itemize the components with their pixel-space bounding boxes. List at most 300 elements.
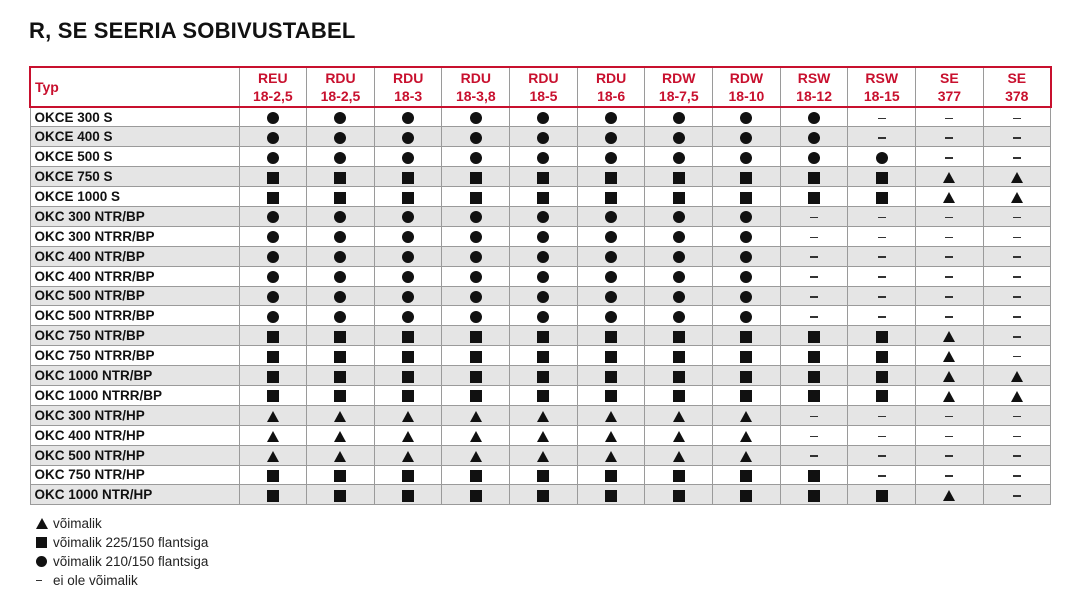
compat-cell (713, 346, 781, 366)
compat-cell (374, 107, 442, 127)
square-icon (267, 390, 279, 402)
compat-cell (374, 326, 442, 346)
type-cell: OKC 750 NTRR/BP (30, 346, 239, 366)
circle-icon (470, 311, 482, 323)
square-icon (267, 351, 279, 363)
compat-cell (374, 167, 442, 187)
dash-icon (1013, 137, 1021, 139)
compat-cell (645, 167, 713, 187)
type-cell: OKC 300 NTR/BP (30, 206, 239, 226)
circle-icon (537, 231, 549, 243)
compat-cell (848, 445, 916, 465)
dash-icon (945, 475, 953, 477)
square-icon (740, 172, 752, 184)
circle-icon (402, 132, 414, 144)
compat-cell (916, 187, 984, 207)
compat-cell (307, 246, 375, 266)
triangle-icon (673, 411, 685, 422)
dash-icon (1013, 336, 1021, 338)
model-size: 18-10 (728, 88, 765, 104)
compat-cell (983, 286, 1051, 306)
compat-cell (374, 266, 442, 286)
type-cell: OKC 500 NTRR/BP (30, 306, 239, 326)
triangle-icon (740, 431, 752, 442)
compat-cell (307, 485, 375, 505)
square-icon (334, 390, 346, 402)
table-row (30, 187, 1051, 207)
compat-cell (442, 485, 510, 505)
square-icon (537, 390, 549, 402)
table-row (30, 385, 1051, 405)
compat-cell (307, 206, 375, 226)
compat-cell (983, 187, 1051, 207)
triangle-icon (943, 391, 955, 402)
square-icon (673, 331, 685, 343)
dash-icon (878, 316, 886, 318)
legend-label: ei ole võimalik (53, 573, 138, 588)
compat-cell (442, 385, 510, 405)
circle-icon (334, 152, 346, 164)
dash-icon (1013, 296, 1021, 298)
triangle-icon (740, 411, 752, 422)
circle-icon (605, 231, 617, 243)
compat-cell (645, 266, 713, 286)
triangle-icon (943, 192, 955, 203)
circle-icon (470, 251, 482, 263)
compat-cell (374, 485, 442, 505)
compat-cell (645, 306, 713, 326)
square-icon (605, 390, 617, 402)
compat-cell (780, 405, 848, 425)
compat-cell (577, 425, 645, 445)
dash-icon (810, 256, 818, 258)
compat-cell (645, 425, 713, 445)
square-icon (267, 172, 279, 184)
square-icon (673, 371, 685, 383)
legend-symbol (29, 556, 53, 567)
circle-icon (673, 211, 685, 223)
square-icon (334, 351, 346, 363)
compat-cell (645, 246, 713, 266)
triangle-icon (605, 411, 617, 422)
model-column-header (577, 67, 645, 107)
square-icon (673, 390, 685, 402)
dash-icon (945, 118, 953, 120)
compat-cell (916, 405, 984, 425)
circle-icon (537, 132, 549, 144)
square-icon (470, 351, 482, 363)
square-icon (537, 490, 549, 502)
circle-icon (402, 112, 414, 124)
square-icon (334, 490, 346, 502)
square-icon (876, 331, 888, 343)
square-icon (470, 470, 482, 482)
compat-cell (713, 366, 781, 386)
model-series: SE (1007, 70, 1027, 86)
compat-cell (983, 167, 1051, 187)
square-icon (470, 371, 482, 383)
circle-icon (808, 152, 820, 164)
type-column-header: Typ (30, 67, 239, 107)
compat-cell (307, 346, 375, 366)
compat-cell (713, 445, 781, 465)
compat-cell (510, 226, 578, 246)
circle-icon (267, 132, 279, 144)
compat-cell (307, 167, 375, 187)
compat-cell (780, 246, 848, 266)
dash-icon (1013, 436, 1021, 438)
circle-icon (740, 132, 752, 144)
compat-cell (916, 385, 984, 405)
compat-cell (780, 107, 848, 127)
table-row (30, 167, 1051, 187)
square-icon (673, 470, 685, 482)
compat-cell (577, 385, 645, 405)
model-column-header (307, 67, 375, 107)
circle-icon (605, 132, 617, 144)
table-body (30, 107, 1051, 505)
compat-cell (645, 385, 713, 405)
compat-cell (780, 306, 848, 326)
table-row (30, 346, 1051, 366)
compat-cell (780, 385, 848, 405)
compat-cell (307, 127, 375, 147)
legend (29, 514, 208, 590)
compat-cell (916, 246, 984, 266)
square-icon (470, 172, 482, 184)
type-cell: OKC 500 NTR/BP (30, 286, 239, 306)
compat-cell (848, 167, 916, 187)
circle-icon (808, 112, 820, 124)
compat-cell (780, 127, 848, 147)
square-icon (537, 192, 549, 204)
compat-cell (510, 385, 578, 405)
legend-item (29, 571, 208, 590)
dash-icon (810, 276, 818, 278)
compat-cell (848, 385, 916, 405)
circle-icon (402, 311, 414, 323)
compat-cell (780, 346, 848, 366)
compat-cell (307, 107, 375, 127)
triangle-icon (1011, 371, 1023, 382)
compat-cell (780, 485, 848, 505)
compat-cell (848, 346, 916, 366)
circle-icon (402, 251, 414, 263)
compat-cell (713, 465, 781, 485)
triangle-icon (402, 451, 414, 462)
compat-cell (442, 266, 510, 286)
model-series: RSW (865, 70, 899, 86)
compat-cell (239, 246, 307, 266)
type-cell: OKCE 1000 S (30, 187, 239, 207)
compat-cell (983, 485, 1051, 505)
compat-cell (848, 226, 916, 246)
compat-cell (239, 147, 307, 167)
compat-cell (577, 326, 645, 346)
triangle-icon (943, 351, 955, 362)
circle-icon (740, 112, 752, 124)
triangle-icon (267, 411, 279, 422)
compat-cell (916, 366, 984, 386)
dash-icon (1013, 276, 1021, 278)
compat-cell (916, 147, 984, 167)
compat-cell (510, 346, 578, 366)
circle-icon (334, 311, 346, 323)
dash-icon (945, 217, 953, 219)
dash-icon (945, 237, 953, 239)
dash-icon (1013, 118, 1021, 120)
model-size: 18-7,5 (658, 88, 699, 104)
table-row (30, 107, 1051, 127)
square-icon (605, 490, 617, 502)
square-icon (673, 192, 685, 204)
circle-icon (605, 211, 617, 223)
compat-cell (577, 346, 645, 366)
compat-cell (983, 465, 1051, 485)
compat-cell (780, 226, 848, 246)
model-size: 18-3 (394, 88, 423, 104)
square-icon (402, 371, 414, 383)
model-column-header (239, 67, 307, 107)
triangle-icon (267, 451, 279, 462)
compat-cell (848, 127, 916, 147)
compat-cell (239, 366, 307, 386)
compat-cell (374, 226, 442, 246)
triangle-icon (334, 431, 346, 442)
type-cell: OKCE 750 S (30, 167, 239, 187)
compat-cell (374, 385, 442, 405)
circle-icon (740, 152, 752, 164)
circle-icon (402, 211, 414, 223)
compat-cell (577, 187, 645, 207)
triangle-icon (943, 371, 955, 382)
square-icon (808, 490, 820, 502)
compat-cell (577, 246, 645, 266)
compat-cell (983, 306, 1051, 326)
table-row (30, 246, 1051, 266)
compat-cell (307, 266, 375, 286)
dash-icon (945, 436, 953, 438)
compat-cell (645, 127, 713, 147)
triangle-icon (334, 411, 346, 422)
type-cell: OKC 1000 NTR/BP (30, 366, 239, 386)
circle-icon (470, 211, 482, 223)
square-icon (876, 390, 888, 402)
compat-cell (374, 147, 442, 167)
compat-cell (916, 465, 984, 485)
square-icon (808, 331, 820, 343)
table-row (30, 147, 1051, 167)
compat-cell (577, 405, 645, 425)
compat-cell (577, 147, 645, 167)
circle-icon (470, 231, 482, 243)
compat-cell (307, 405, 375, 425)
compat-cell (510, 465, 578, 485)
compat-cell (510, 306, 578, 326)
triangle-icon (943, 172, 955, 183)
type-cell: OKC 400 NTR/BP (30, 246, 239, 266)
model-size: 18-6 (597, 88, 626, 104)
compat-cell (983, 445, 1051, 465)
square-icon (876, 172, 888, 184)
circle-icon (334, 112, 346, 124)
compat-cell (510, 167, 578, 187)
dash-icon (878, 416, 886, 418)
square-icon (876, 371, 888, 383)
table-row (30, 445, 1051, 465)
square-icon (740, 331, 752, 343)
compat-cell (307, 366, 375, 386)
compat-cell (239, 465, 307, 485)
triangle-icon (605, 451, 617, 462)
dash-icon (945, 157, 953, 159)
compat-cell (780, 187, 848, 207)
circle-icon (673, 132, 685, 144)
dash-icon (810, 316, 818, 318)
square-icon (470, 192, 482, 204)
dash-icon (810, 296, 818, 298)
compat-cell (442, 206, 510, 226)
table-row (30, 226, 1051, 246)
dash-icon (810, 217, 818, 219)
circle-icon (470, 132, 482, 144)
compat-cell (374, 445, 442, 465)
compat-cell (780, 286, 848, 306)
compat-cell (848, 246, 916, 266)
circle-icon (267, 152, 279, 164)
circle-icon (470, 271, 482, 283)
compat-cell (577, 485, 645, 505)
compat-cell (307, 326, 375, 346)
compat-cell (239, 445, 307, 465)
compat-cell (239, 346, 307, 366)
square-icon (876, 490, 888, 502)
compat-cell (916, 445, 984, 465)
type-cell: OKC 500 NTR/HP (30, 445, 239, 465)
compat-cell (645, 206, 713, 226)
compat-cell (510, 147, 578, 167)
triangle-icon (943, 331, 955, 342)
model-series: RDW (662, 70, 696, 86)
square-icon (470, 390, 482, 402)
triangle-icon (537, 411, 549, 422)
dash-icon (1013, 256, 1021, 258)
circle-icon (334, 271, 346, 283)
square-icon (402, 470, 414, 482)
compat-cell (983, 266, 1051, 286)
square-icon (402, 490, 414, 502)
dash-icon (945, 455, 953, 457)
compat-cell (307, 226, 375, 246)
circle-icon (537, 251, 549, 263)
dash-icon (945, 256, 953, 258)
dash-icon (878, 237, 886, 239)
model-column-header (645, 67, 713, 107)
dash-icon (810, 416, 818, 418)
dash-icon (945, 137, 953, 139)
compat-cell (239, 405, 307, 425)
model-series: RDU (460, 70, 491, 86)
circle-icon (740, 251, 752, 263)
model-size: 18-2,5 (320, 88, 361, 104)
compat-cell (239, 485, 307, 505)
compat-cell (510, 187, 578, 207)
square-icon (537, 470, 549, 482)
compat-cell (307, 445, 375, 465)
circle-icon (605, 291, 617, 303)
compat-cell (916, 206, 984, 226)
table-row (30, 465, 1051, 485)
square-icon (605, 371, 617, 383)
circle-icon (267, 271, 279, 283)
model-column-header (510, 67, 578, 107)
compat-cell (442, 465, 510, 485)
compat-cell (645, 485, 713, 505)
compat-cell (239, 167, 307, 187)
circle-icon (673, 112, 685, 124)
square-icon (808, 172, 820, 184)
circle-icon (605, 271, 617, 283)
legend-label: võimalik (53, 516, 102, 531)
compat-cell (307, 147, 375, 167)
model-column-header (713, 67, 781, 107)
square-icon (808, 470, 820, 482)
type-cell: OKCE 500 S (30, 147, 239, 167)
compat-cell (239, 306, 307, 326)
dash-icon (945, 276, 953, 278)
compat-cell (239, 385, 307, 405)
compat-cell (510, 286, 578, 306)
dash-icon (1013, 316, 1021, 318)
compat-cell (713, 226, 781, 246)
compat-cell (848, 405, 916, 425)
compat-cell (713, 326, 781, 346)
compat-cell (442, 246, 510, 266)
compat-cell (239, 107, 307, 127)
dash-icon (810, 237, 818, 239)
circle-icon (605, 311, 617, 323)
compat-cell (983, 206, 1051, 226)
compat-cell (442, 306, 510, 326)
square-icon (334, 172, 346, 184)
dash-icon (1013, 157, 1021, 159)
circle-icon (267, 112, 279, 124)
compat-cell (307, 385, 375, 405)
compat-cell (780, 266, 848, 286)
square-icon (740, 371, 752, 383)
compat-cell (442, 107, 510, 127)
compat-cell (983, 147, 1051, 167)
triangle-icon (470, 431, 482, 442)
triangle-icon (1011, 192, 1023, 203)
compat-cell (510, 107, 578, 127)
compat-cell (577, 366, 645, 386)
legend-item (29, 533, 208, 552)
compat-cell (645, 326, 713, 346)
table-row (30, 485, 1051, 505)
circle-icon (537, 211, 549, 223)
square-icon (605, 172, 617, 184)
square-icon (537, 371, 549, 383)
circle-icon (334, 231, 346, 243)
model-column-header (374, 67, 442, 107)
compat-cell (510, 206, 578, 226)
circle-icon (808, 132, 820, 144)
circle-icon (334, 211, 346, 223)
type-cell: OKC 750 NTR/HP (30, 465, 239, 485)
compat-cell (577, 465, 645, 485)
circle-icon (673, 231, 685, 243)
